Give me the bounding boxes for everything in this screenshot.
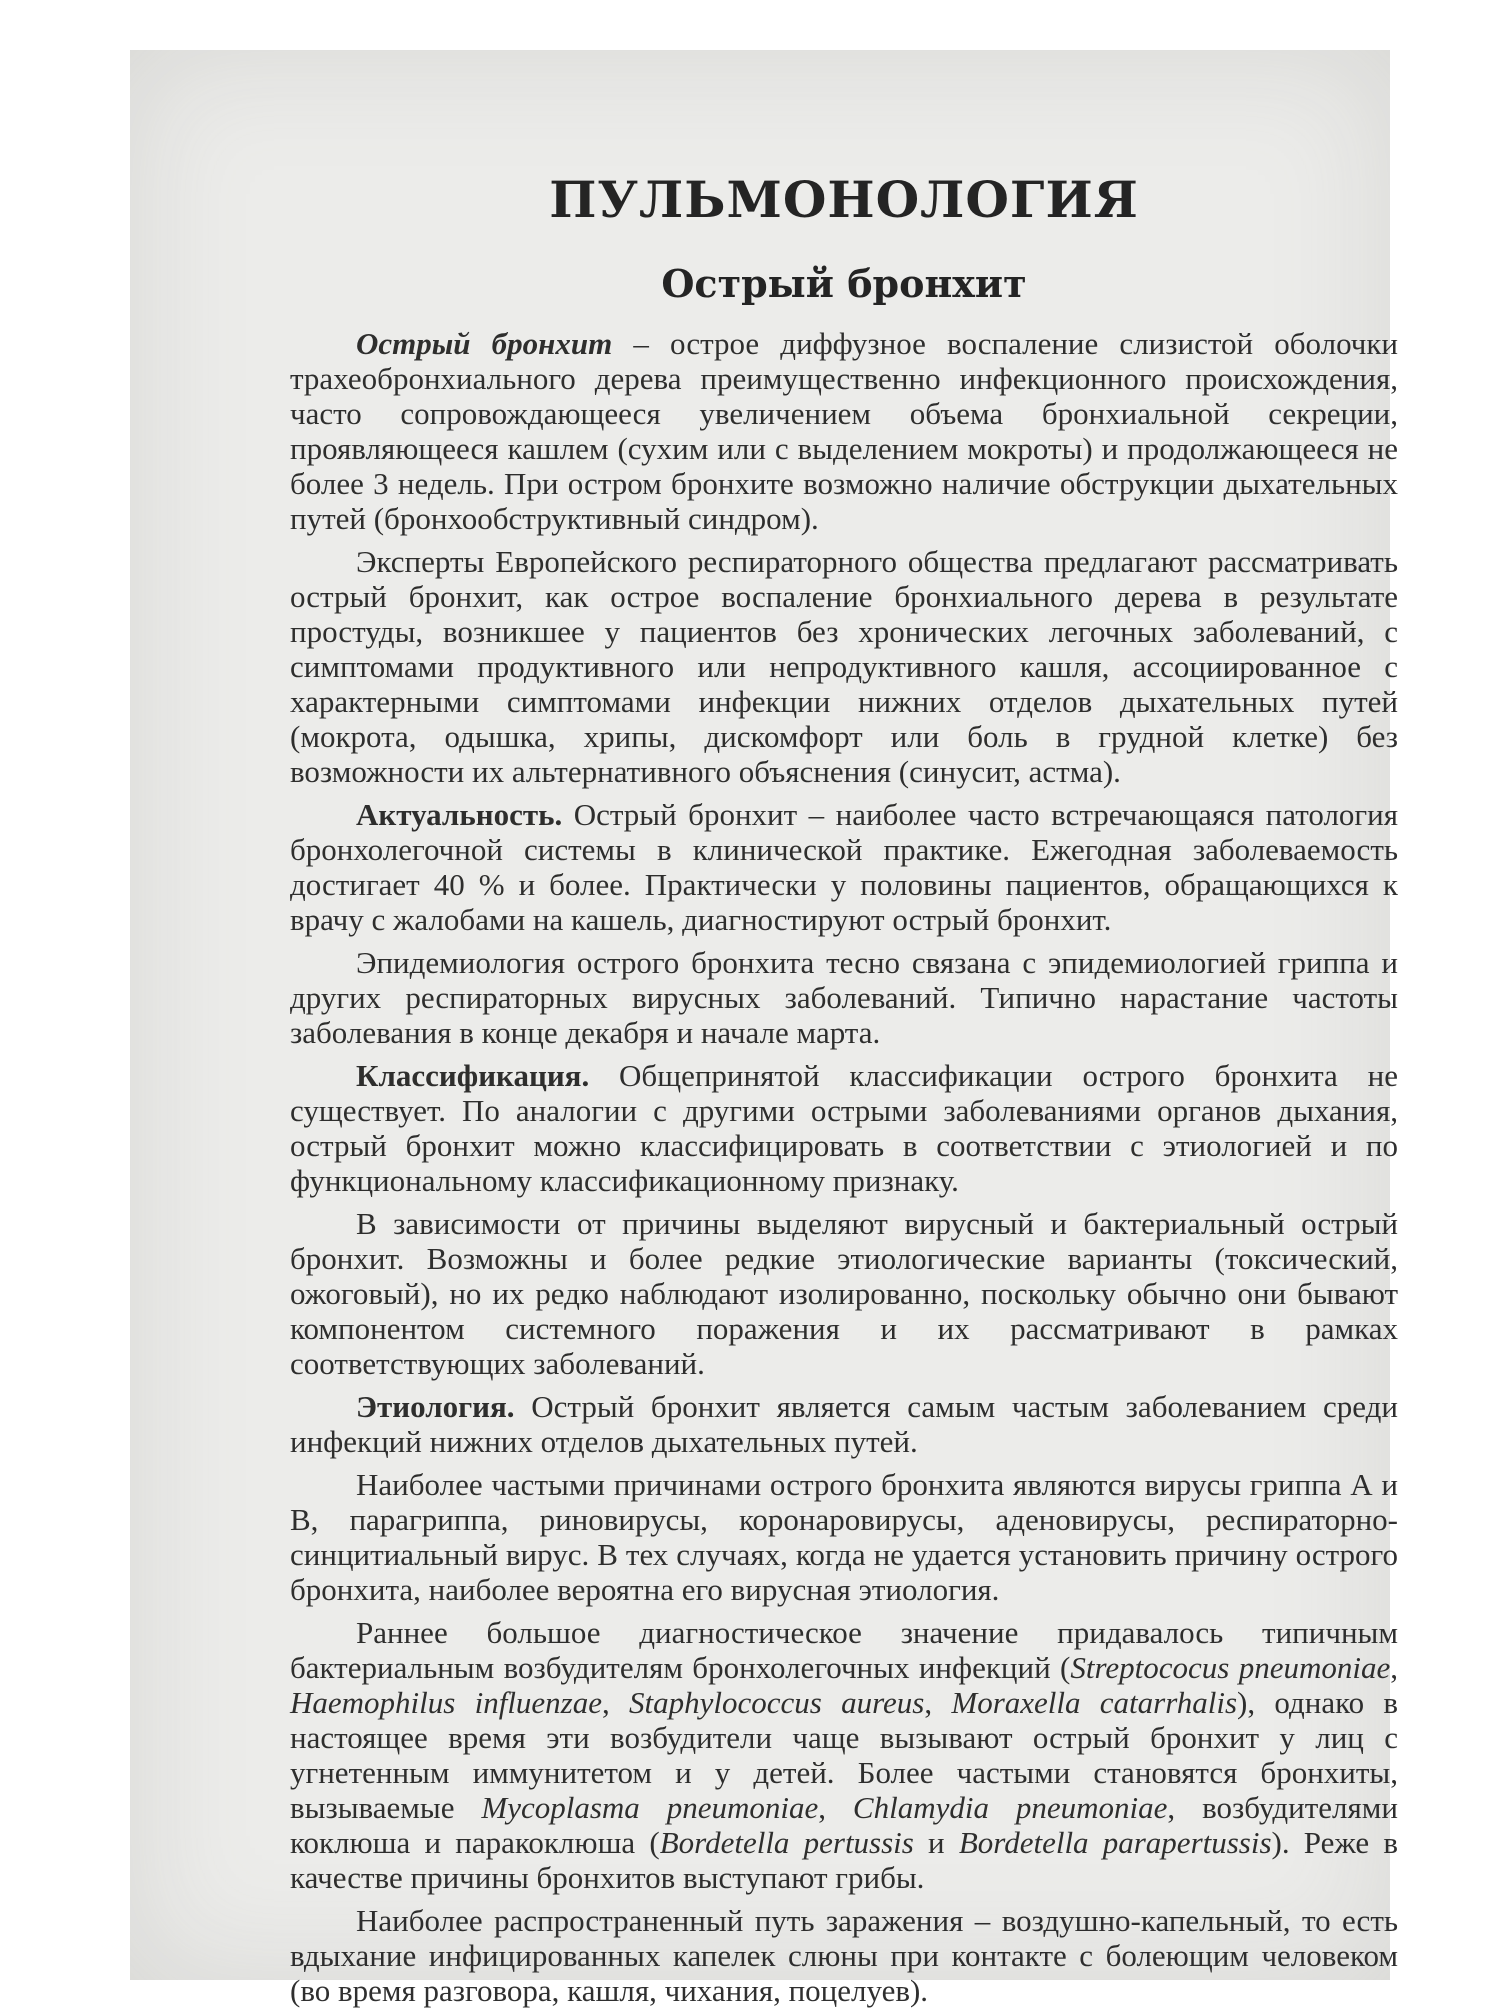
- paragraph-bacterial-causes: [290, 1615, 1398, 1895]
- page-content: [290, 160, 1398, 2016]
- bacterial-text-7: , возбудителями коклюша и паракоклюша (: [290, 1790, 1398, 1860]
- pathogen-bordetella-pertussis: Bordetella pertussis: [659, 1825, 914, 1860]
- paragraph-classification: [290, 1058, 1398, 1198]
- paragraph-etiology: [290, 1389, 1398, 1459]
- paragraph-relevance: [290, 797, 1398, 937]
- bacterial-text-6: ,: [818, 1790, 853, 1825]
- section-title: ПУЛЬМОНОЛОГИЯ: [549, 170, 1139, 229]
- book-page: [130, 50, 1399, 2008]
- bacterial-text-4: ,: [924, 1685, 952, 1720]
- pathogen-moraxella: Moraxella catarrhalis: [951, 1685, 1238, 1720]
- bacterial-text-3: ,: [602, 1685, 630, 1720]
- etiology-text: Острый бронхит является самым частым заболеванием среди инфекций нижних отделов дыхательных путей.: [290, 1389, 1398, 1459]
- definition-text: – острое диффузное воспаление слизистой оболочки трахеобронхиального дерева преимущественно инфекционного происхождения, часто сопровождающееся увеличением объема бронхиальной секреции, проявляющееся кашлем (сухим или с выделением мокроты) и продолжающееся не более 3 недель. При остром бронхите возможно наличие обструкции дыхательных путей (бронхообструктивный синдром).: [290, 326, 1399, 536]
- pathogen-haemophilus: Haemophilus influenzae: [290, 1685, 603, 1720]
- paragraph-cause-types: [290, 1206, 1398, 1381]
- heading-classification: Классификация.: [356, 1058, 590, 1093]
- term-acute-bronchitis: Острый бронхит: [356, 326, 613, 361]
- pathogen-chlamydia: Chlamydia pneumoniae: [852, 1790, 1168, 1825]
- bacterial-text-1: Раннее большое диагностическое значение придавалось типичным бактериальным возбудителям бронхолегочных инфекций (: [290, 1615, 1398, 1685]
- paragraph-viral-causes: [290, 1467, 1398, 1607]
- body-text: [290, 326, 1398, 2008]
- bacterial-text-8: и: [913, 1825, 959, 1860]
- transmission-text: Наиболее распространенный путь заражения – воздушно-капельный, то есть вдыхание инфицированных капелек слюны при контакте с болеющим человеком (во время разговора, кашля, чихания, поцелуев).: [290, 1903, 1398, 2008]
- heading-relevance: Актуальность.: [356, 797, 563, 832]
- pathogen-bordetella-parapertussis: Bordetella parapertussis: [958, 1825, 1272, 1860]
- pathogen-staphylococcus: Staphylococcus aureus: [629, 1685, 925, 1720]
- relevance-text: Острый бронхит – наиболее часто встречающаяся патология бронхолегочной системы в клинической практике. Ежегодная заболеваемость достигает 40 % и более. Практически у половины пациентов, обращающихся к врачу с жалобами на кашель, диагностируют острый бронхит.: [290, 797, 1398, 937]
- cause-types-text: В зависимости от причины выделяют вирусный и бактериальный острый бронхит. Возможны и более редкие этиологические варианты (токсический, ожоговый), но их редко наблюдают изолированно, поскольку обычно они бывают компонентом системного поражения и их рассматривают в рамках соответствующих заболеваний.: [290, 1206, 1398, 1381]
- pathogen-streptococus: Streptococus pneumoniae: [1070, 1650, 1391, 1685]
- paragraph-ers-experts: [290, 544, 1398, 789]
- classification-text: Общепринятой классификации острого бронхита не существует. По аналогии с другими острыми заболеваниями органов дыхания, острый бронхит можно классифицировать в соответствии с этиологией и по функциональному классификационному признаку.: [290, 1058, 1398, 1198]
- ers-text: Эксперты Европейского респираторного общества предлагают рассматривать острый бронхит, как острое воспаление бронхиального дерева в результате простуды, возникшее у пациентов без хронических легочных заболеваний, с симптомами продуктивного или непродуктивного кашля, ассоциированное с характерными симптомами инфекции нижних отделов дыхательных путей (мокрота, одышка, хрипы, дискомфорт или боль в грудной клетке) без возможности их альтернативного объяснения (синусит, астма).: [290, 544, 1398, 789]
- viral-causes-text: Наиболее частыми причинами острого бронхита являются вирусы гриппа А и В, парагриппа, риновирусы, коронаровирусы, аденовирусы, респираторно-синцитиальный вирус. В тех случаях, когда не удается установить причину острого бронхита, наиболее вероятна его вирусная этиология.: [290, 1467, 1398, 1607]
- paragraph-transmission: [290, 1903, 1398, 2008]
- heading-etiology: Этиология.: [356, 1389, 515, 1424]
- paragraph-definition: [290, 326, 1398, 536]
- pathogen-mycoplasma: Mycoplasma pneumoniae: [481, 1790, 819, 1825]
- bacterial-text-9: ). Реже в качестве причины бронхитов выступают грибы.: [290, 1825, 1398, 1895]
- bacterial-text-5: ), однако в настоящее время эти возбудители чаще вызывают острый бронхит у лиц с угнетенным иммунитетом и у детей. Более частыми становятся бронхиты, вызываемые: [290, 1685, 1398, 1825]
- chapter-title: Острый бронхит: [661, 261, 1027, 306]
- bacterial-text-2: ,: [1390, 1650, 1398, 1685]
- epidemiology-text: Эпидемиология острого бронхита тесно связана с эпидемиологией гриппа и других респираторных вирусных заболеваний. Типично нарастание частоты заболевания в конце декабря и начале марта.: [290, 945, 1398, 1050]
- paragraph-epidemiology: [290, 945, 1398, 1050]
